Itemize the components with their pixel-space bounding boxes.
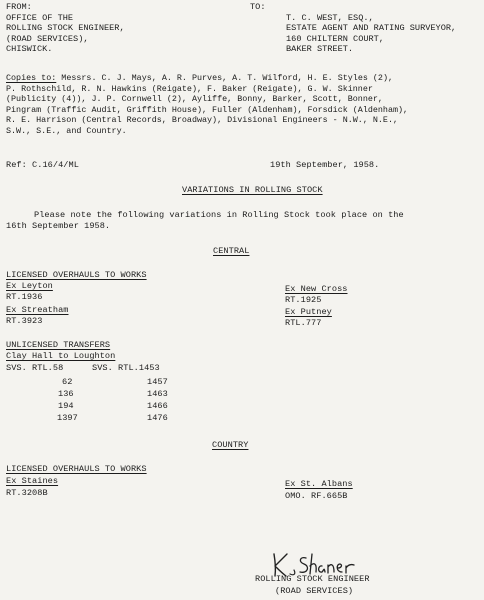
transfer-fleet-number: 1397 bbox=[57, 413, 78, 423]
copies-line: P. Rothschild, R. N. Hawkins (Reigate), F. Baker (Reigate), G. W. Skinner bbox=[6, 83, 373, 94]
overhaul-vehicle: RTL.777 bbox=[285, 318, 322, 328]
from-line: CHISWICK. bbox=[6, 44, 53, 55]
copies-label: Copies to: bbox=[6, 73, 57, 83]
overhaul-origin: Ex St. Albans bbox=[285, 479, 353, 489]
copies-line: (Publicity (4)), J. P. Cornwell (2), Ayliffe, Bonny, Barker, Scott, Bonner, bbox=[6, 94, 383, 105]
overhaul-origin: Ex Putney bbox=[285, 307, 332, 317]
overhaul-vehicle: OMO. RF.665B bbox=[285, 491, 348, 501]
country-heading: COUNTRY bbox=[212, 440, 249, 450]
transfer-fleet-number: 1476 bbox=[147, 413, 168, 423]
transfer-fleet-number: 194 bbox=[58, 401, 74, 411]
from-line: ROLLING STOCK ENGINEER, bbox=[6, 23, 125, 34]
central-overhauls-heading: LICENSED OVERHAULS TO WORKS bbox=[6, 270, 147, 280]
overhaul-vehicle: RT.1936 bbox=[6, 292, 43, 302]
copies-line: R. E. Harrison (Central Records, Broadway), Divisional Engineers - N.W., N.E., bbox=[6, 115, 399, 126]
intro-line: 16th September 1958. bbox=[6, 221, 111, 231]
transfer-fleet-number: 1457 bbox=[147, 377, 168, 387]
copies-line: S.W., S.E., and Country. bbox=[6, 125, 127, 136]
from-line: (ROAD SERVICES), bbox=[6, 33, 89, 44]
transfers-heading: UNLICENSED TRANSFERS bbox=[6, 340, 111, 350]
transfers-header-right: SVS. RTL.1453 bbox=[92, 363, 160, 373]
from-block bbox=[6, 2, 125, 55]
transfer-fleet-number: 62 bbox=[62, 377, 73, 387]
reference: Ref: C.16/4/ML bbox=[6, 160, 79, 170]
to-line: T. C. WEST, ESQ., bbox=[286, 12, 374, 23]
from-label: FROM: bbox=[6, 2, 32, 12]
central-heading: CENTRAL bbox=[213, 246, 250, 256]
memo-heading: VARIATIONS IN ROLLING STOCK bbox=[182, 185, 323, 195]
country-overhauls-heading: LICENSED OVERHAULS TO WORKS bbox=[6, 464, 147, 474]
overhaul-origin: Ex Leyton bbox=[6, 281, 53, 291]
to-line: BAKER STREET. bbox=[286, 44, 354, 55]
to-block bbox=[250, 2, 456, 55]
overhaul-origin: Ex New Cross bbox=[285, 284, 348, 294]
to-line: 160 CHILTERN COURT, bbox=[286, 33, 384, 44]
to-label: TO: bbox=[250, 2, 266, 12]
transfer-fleet-number: 136 bbox=[58, 389, 74, 399]
memo-date: 19th September, 1958. bbox=[270, 160, 380, 170]
overhaul-vehicle: RT.3923 bbox=[6, 316, 43, 326]
transfers-route: Clay Hall to Loughton bbox=[6, 351, 116, 361]
signature-title: ROLLING STOCK ENGINEER bbox=[255, 574, 370, 584]
intro-line: Please note the following variations in Rolling Stock took place on the bbox=[34, 210, 404, 220]
copies-block bbox=[6, 73, 408, 137]
transfer-fleet-number: 1463 bbox=[147, 389, 168, 399]
overhaul-origin: Ex Staines bbox=[6, 476, 59, 486]
overhaul-origin: Ex Streatham bbox=[6, 305, 69, 315]
copies-line: Pingram (Traffic Audit, Griffith House), Fuller (Aldenham), Forsdick (Aldenham), bbox=[6, 104, 409, 115]
signature-title: (ROAD SERVICES) bbox=[275, 586, 354, 596]
copies-first-line: Messrs. C. J. Mays, A. R. Purves, A. T. Wilford, H. E. Styles (2), bbox=[61, 73, 394, 83]
overhaul-vehicle: RT.1925 bbox=[285, 295, 322, 305]
overhaul-vehicle: RT.3208B bbox=[6, 488, 48, 498]
transfers-header-left: SVS. RTL.58 bbox=[6, 363, 64, 373]
from-line: OFFICE OF THE bbox=[6, 12, 74, 23]
transfer-fleet-number: 1466 bbox=[147, 401, 168, 411]
to-line: ESTATE AGENT AND RATING SURVEYOR, bbox=[286, 23, 457, 34]
